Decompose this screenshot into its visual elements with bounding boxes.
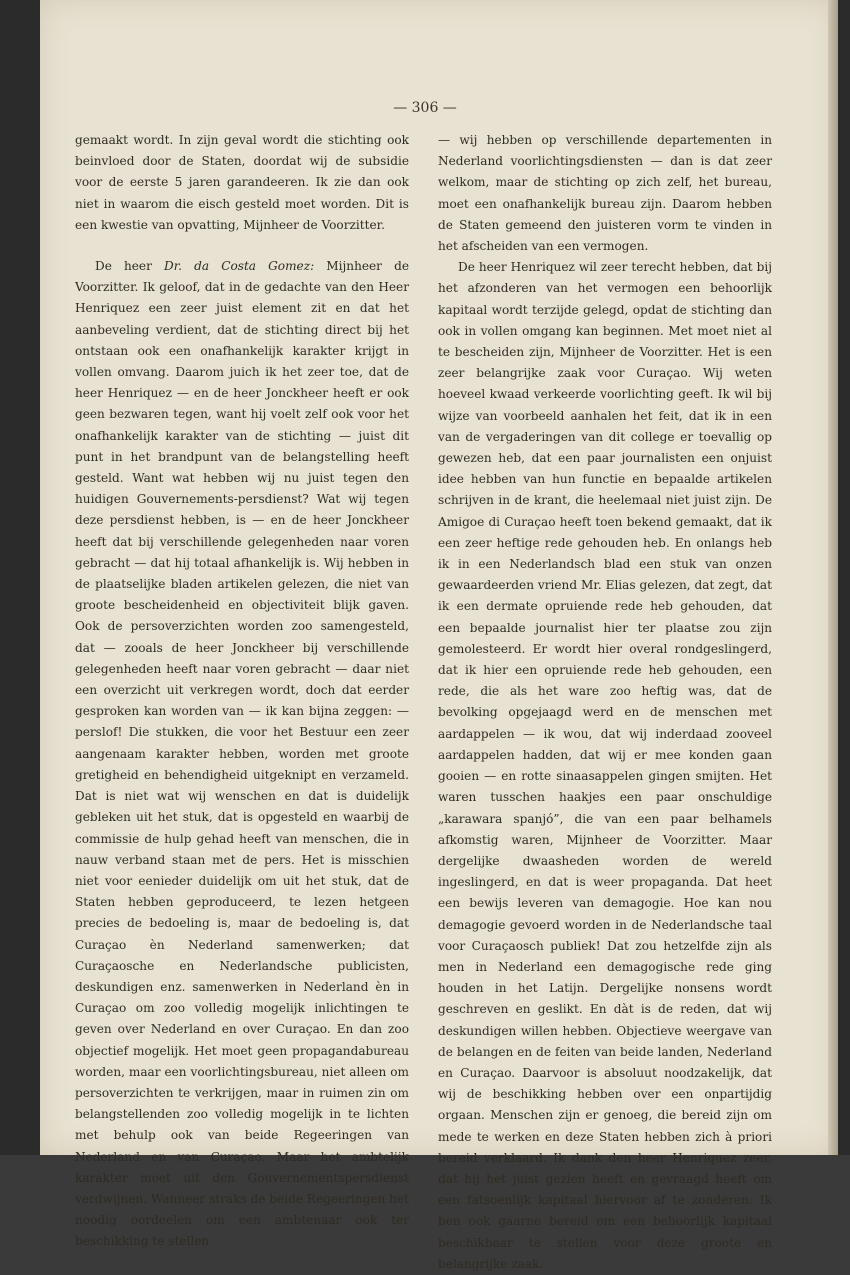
right-text-column: [438, 130, 772, 1275]
speaker-name: Dr. da Costa Gomez:: [164, 259, 315, 274]
speaker-intro: De heer: [95, 259, 164, 274]
right-paragraph-1: — wij hebben op verschillende departementen in Nederland voorlichtingsdiensten — dan is dat zeer welkom, maar de stichting op zich zelf, het bureau, moet een onafhankelijk bureau zijn. Daarom hebben de Staten gemeend den juisteren vorm te vinden in het afscheiden van een vermogen.: [438, 133, 772, 254]
right-paragraph-2: De heer Henriquez wil zeer terecht hebben, dat bij het afzonderen van het vermogen een behoorlijk kapitaal wordt terzijde gelegd, opdat de stichting dan ook in vollen omgang kan beginnen. Met moet niet al te bescheiden zijn, Mijnheer de Voorzitter. Het is een zeer belangrijke zaak voor Curaçao. Wij weten hoeveel kwaad verkeerde voorlichting geeft. Ik wil bij wijze van voorbeeld aanhalen het feit, dat ik in een van de vergaderingen van dit college er toevallig op gewezen heb, dat een paar journalisten een onjuist idee hebben van hun functie en bepaalde artikelen schrijven in de krant, die heelemaal niet juist zijn. De Amigoe di Curaçao heeft toen bekend gemaakt, dat ik een zeer heftige rede gehouden heb. En onlangs heb ik in een Nederlandsch blad een stuk van onzen gewaardeerden vriend Mr. Elias gelezen, dat zegt, dat ik een dermate opruiende rede heb gehouden, dat een bepaalde journalist hier ter plaatse zou zijn gemolesteerd. Er wordt hier overal rondgeslingerd, dat ik hier een opruiende rede heb gehouden, een rede, die als het ware zoo heftig was, dat de bevolking opgejaagd werd en de menschen met aardappelen — ik wou, dat wij inderdaad zooveel aardappelen hadden, dat wij er mee konden gaan gooien — en rotte sinaasappelen gingen smijten. Het waren tusschen haakjes een paar onschuldige „karawara spanjó”, die van een paar belhamels afkomstig waren, Mijnheer de Voorzitter. Maar dergelijke dwaasheden worden de wereld ingeslingerd, en dat is weer propaganda. Dat heet een bewijs leveren van demagogie. Hoe kan nou demagogie gevoerd worden in de Nederlandsche taal voor Curaçaosch publiek! Dat zou hetzelfde zijn als men in Nederland een demagogische rede ging houden in het Latijn. Dergelijke nonsens wordt geschreven en geslikt. En dàt is de reden, dat wij deskundigen willen hebben. Objectieve weergave van de belangen en de feiten van beide landen, Nederland en Curaçao. Daarvoor is absoluut noodzakelijk, dat wij de beschikking hebben over een onpartijdig orgaan. Menschen zijn er genoeg, die bereid zijn om mede te werken en deze Staten hebben zich à priori bereid verklaard. Ik dank den heer Henriquez zeer, dat hij het juist gezien heeft en gevraagd heeft om een fatsoenlijk kapitaal hiervoor af te zonderen. Ik ben ook gaarne bereid om een behoorlijk kapitaal beschikbaar te stellen voor deze groote en belangrijke zaak.: [438, 260, 772, 1271]
speech-body: Mijnheer de Voorzitter. Ik geloof, dat in de gedachte van den Heer Henriquez een zeer juist element zit en dat het aanbeveling verdient, dat de stichting direct bij het ontstaan ook een onafhankelijk karakter krijgt in vollen omvang. Daarom juich ik het zeer toe, dat de heer Henriquez — en de heer Jonckheer heeft er ook geen bezwaren tegen, want hij voelt zelf ook voor het onafhankelijk karakter van de stichting — juist dit punt in het brandpunt van de belangstelling heeft gesteld. Want wat hebben wij nu juist tegen den huidigen Gouvernements-persdienst? Wat wij tegen deze persdienst hebben, is — en de heer Jonckheer heeft dat bij verschillende gelegenheden naar voren gebracht — dat hij totaal afhankelijk is. Wij hebben in de plaatselijke bladen artikelen gelezen, die niet van groote bescheidenheid en objectiviteit blijk gaven. Ook de persoverzichten worden zoo samengesteld, dat — zooals de heer Jonckheer bij verschillende gelegenheden heeft naar voren gebracht — daar niet een overzicht uit verkregen wordt, doch dat eerder gesproken kan worden van — ik kan bijna zeggen: — perslof! Die stukken, die voor het Bestuur een zeer aangenaam karakter hebben, worden met groote gretigheid en behendigheid uitgeknipt en verzameld. Dat is niet wat wij wenschen en dat is duidelijk gebleken uit het stuk, dat is opgesteld en waarbij de commissie de hulp gehad heeft van menschen, die in nauw verband staan met de pers. Het is misschien niet voor eenieder duidelijk om uit het stuk, dat de Staten hebben geproduceerd, te lezen hetgeen precies de bedoeling is, maar de bedoeling is, dat Curaçao èn Nederland samenwerken; dat Curaçaosche en Nederlandsche publicisten, deskundigen enz. samenwerken in Nederland èn in Curaçao om zoo volledig mogelijk inlichtingen te geven over Nederland en over Curaçao. En dan zoo objectief mogelijk. Het moet geen propagandabureau worden, maar een voorlichtingsbureau, niet alleen om persoverzichten te verkrijgen, maar in ruimen zin om belangstellenden zoo volledig mogelijk in te lichten met behulp ook van beide Regeeringen van Nederland en van Curaçao. Maar het ambtelijk karakter moet uit den Gouvernementspersdienst verdwijnen. Wanneer straks de beide Regeeringen het noodig oordeelen om een ambtenaar ook ter beschikking te stellen: [75, 259, 409, 1249]
page-number: — 306 —: [393, 100, 457, 116]
left-paragraph-2: [75, 256, 409, 1253]
left-text-column: [75, 130, 409, 1253]
left-paragraph-1: gemaakt wordt. In zijn geval wordt die stichting ook beinvloed door de Staten, doordat wij de subsidie voor de eerste 5 jaren garandeeren. Ik zie dan ook niet in waarom die eisch gesteld moet worden. Dit is een kwestie van opvatting, Mijnheer de Voorzitter.: [75, 133, 409, 232]
page-edge: [828, 0, 838, 1155]
